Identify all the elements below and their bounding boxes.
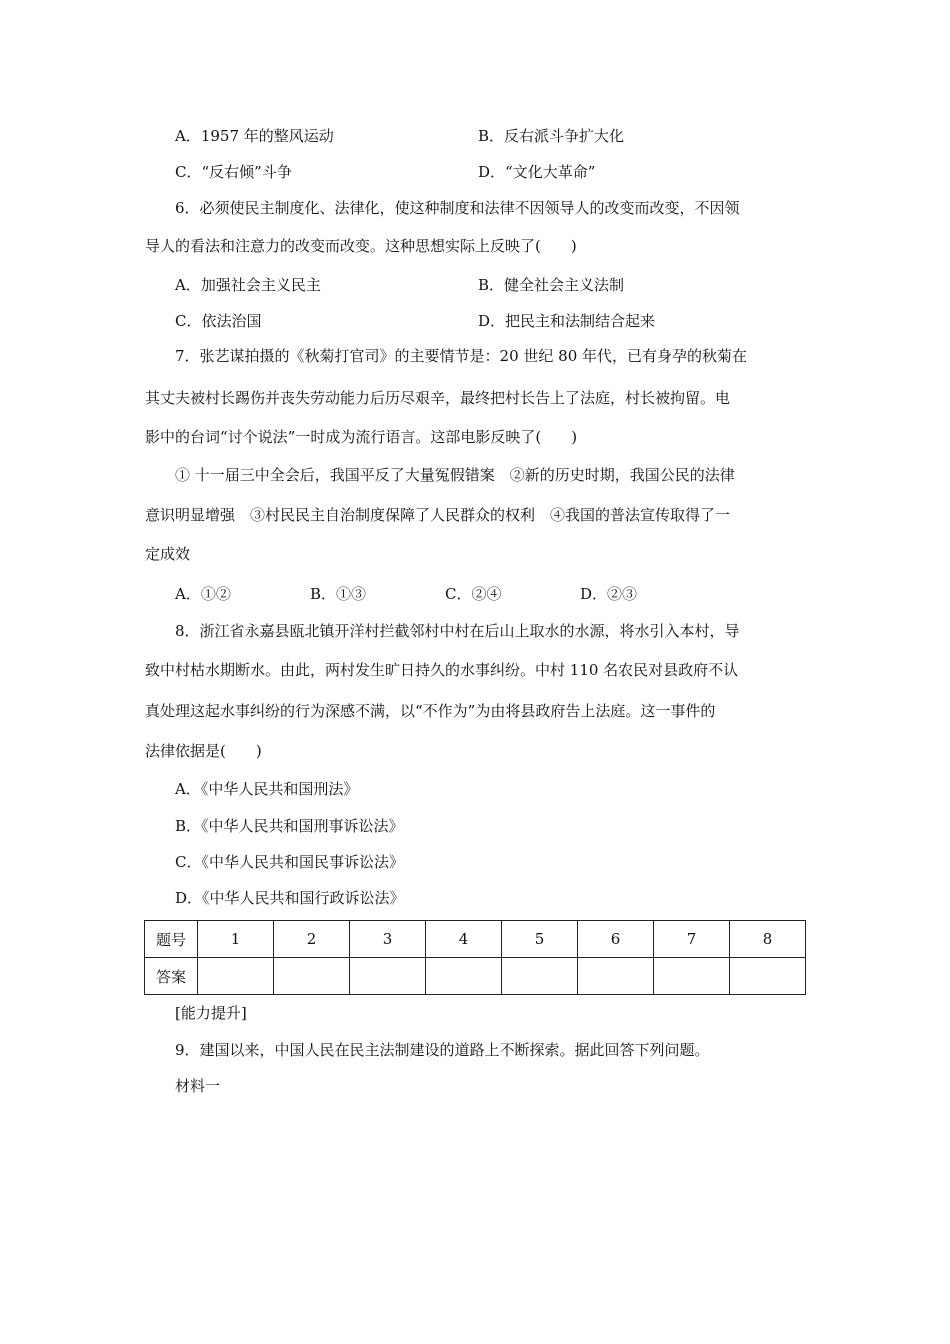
answer-grid-number-cell: 2 xyxy=(274,921,350,958)
q6-option-d: D．把民主和法制结合起来 xyxy=(478,312,656,330)
answer-grid-number-header: 题号 xyxy=(145,921,198,958)
q7-stem-line2: 其丈夫被村长踢伤并丧失劳动能力后历尽艰辛，最终把村长告上了法庭，村长被拘留。电 xyxy=(145,389,731,407)
answer-grid-number-cell: 1 xyxy=(198,921,274,958)
answer-grid-number-cell: 5 xyxy=(502,921,578,958)
q9-stem: 9．建国以来，中国人民在民主法制建设的道路上不断探索。据此回答下列问题。 xyxy=(175,1041,710,1059)
q8-stem-line3: 真处理这起水事纠纷的行为深感不满，以“不作为”为由将县政府告上法庭。这一事件的 xyxy=(145,702,716,720)
q8-stem-line4: 法律依据是( ) xyxy=(145,742,262,760)
q5-option-a: A．1957 年的整风运动 xyxy=(175,127,334,145)
q7-stem-line1: 7．张艺谋拍摄的《秋菊打官司》的主要情节是：20 世纪 80 年代，已有身孕的秋菊在 xyxy=(175,347,748,365)
answer-grid-number-cell: 3 xyxy=(350,921,426,958)
q6-option-c: C．依法治国 xyxy=(175,312,262,330)
q7-option-a: A．①② xyxy=(175,585,231,603)
q6-option-b: B．健全社会主义法制 xyxy=(478,276,625,294)
q8-stem-line1: 8．浙江省永嘉县瓯北镇开洋村拦截邻村中村在后山上取水的水源，将水引入本村，导 xyxy=(175,622,740,640)
q7-items-line2: 意识明显增强 ③村民民主自治制度保障了人民群众的权利 ④我国的普法宣传取得了一 xyxy=(145,506,731,524)
answer-grid-number-cell: 7 xyxy=(654,921,730,958)
q6-stem-line2: 导人的看法和注意力的改变而改变。这种思想实际上反映了( ) xyxy=(145,237,577,255)
q8-option-a: A．《中华人民共和国刑法》 xyxy=(175,780,359,798)
q5-option-c: C．“反右倾”斗争 xyxy=(175,163,292,181)
q9-material-label: 材料一 xyxy=(175,1077,221,1095)
q7-stem-line3: 影中的台词“讨个说法”一时成为流行语言。这部电影反映了( ) xyxy=(145,428,578,446)
q6-stem-line1: 6．必须使民主制度化、法律化，使这种制度和法律不因领导人的改变而改变，不因领 xyxy=(175,199,740,217)
answer-grid-answer-cell xyxy=(350,958,426,995)
answer-grid-number-cell: 8 xyxy=(730,921,806,958)
answer-grid-number-cell: 4 xyxy=(426,921,502,958)
q6-option-a: A．加强社会主义民主 xyxy=(175,276,321,294)
answer-grid-answer-cell xyxy=(578,958,654,995)
q5-option-d: D．“文化大革命” xyxy=(478,163,596,181)
q7-items-line3: 定成效 xyxy=(145,545,191,563)
q7-option-b: B．①③ xyxy=(310,585,367,603)
answer-grid-answer-row xyxy=(145,958,806,995)
answer-grid-number-cell: 6 xyxy=(578,921,654,958)
answer-grid-answer-header: 答案 xyxy=(145,958,198,995)
answer-grid-answer-cell xyxy=(730,958,806,995)
answer-grid-answer-cell xyxy=(274,958,350,995)
q7-option-d: D．②③ xyxy=(580,585,638,603)
q8-option-c: C．《中华人民共和国民事诉讼法》 xyxy=(175,853,404,871)
q7-option-c: C．②④ xyxy=(445,585,502,603)
q5-option-b: B．反右派斗争扩大化 xyxy=(478,127,625,145)
answer-grid-answer-cell xyxy=(198,958,274,995)
q7-items-line1: ① 十一届三中全会后，我国平反了大量冤假错案 ②新的历史时期，我国公民的法律 xyxy=(175,466,735,484)
answer-grid-answer-cell xyxy=(426,958,502,995)
q8-option-b: B．《中华人民共和国刑事诉讼法》 xyxy=(175,817,404,835)
section-heading: [能力提升] xyxy=(175,1004,247,1022)
answer-grid-number-row xyxy=(145,921,806,958)
answer-grid-answer-cell xyxy=(502,958,578,995)
answer-grid xyxy=(144,920,806,995)
answer-grid-answer-cell xyxy=(654,958,730,995)
q8-stem-line2: 致中村枯水期断水。由此，两村发生旷日持久的水事纠纷。中村 110 名农民对县政府不认 xyxy=(145,661,739,679)
q8-option-d: D．《中华人民共和国行政诉讼法》 xyxy=(175,889,405,907)
